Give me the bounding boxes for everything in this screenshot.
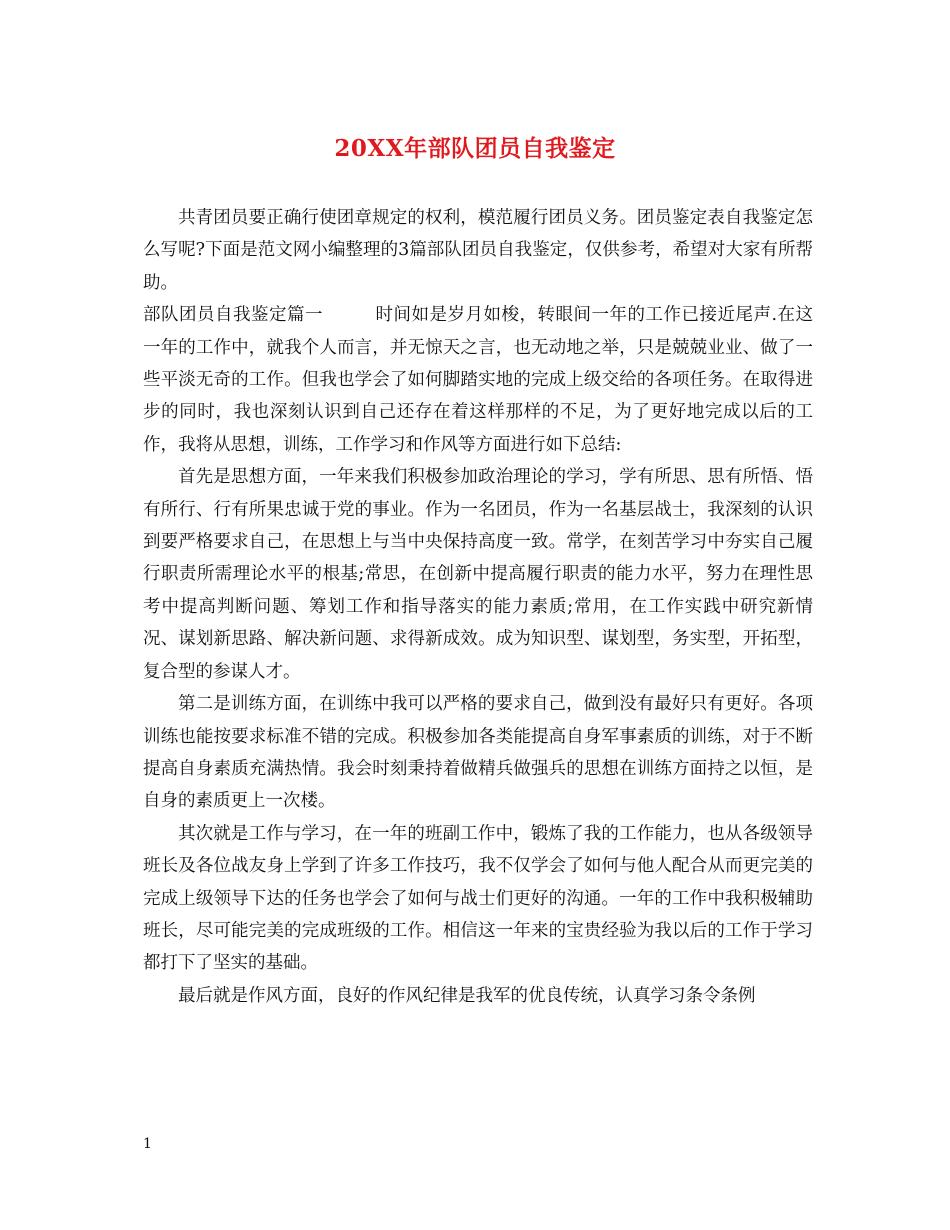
intro-paragraph: 共青团员要正确行使团章规定的权利，模范履行团员义务。团员鉴定表自我鉴定怎么写呢?下面是范文网小编整理的3篇部队团员自我鉴定，仅供参考，希望对大家有所帮助。 (143, 208, 813, 293)
work-paragraph: 其次就是工作与学习，在一年的班副工作中，锻炼了我的工作能力，也从各级领导班长及各位战友身上学到了许多工作技巧，我不仅学会了如何与他人配合从而更完美的完成上级领导下达的任务也学会了如何与战士们更好的沟通。一年的工作中我积极辅助班长，尽可能完美的完成班级的工作。相信这一年来的宝贵经验为我以后的工作于学习都打下了坚实的基础。 (143, 823, 813, 974)
thought-paragraph: 首先是思想方面，一年来我们积极参加政治理论的学习，学有所思、思有所悟、悟有所行、行有所果忠诚于党的事业。作为一名团员，作为一名基层战士，我深刻的认识到要严格要求自己，在思想上与当中央保持高度一致。常学，在刻苦学习中夯实自己履行职责所需理论水平的根基;常思，在创新中提高履行职责的能力水平，努力在理性思考中提高判断问题、筹划工作和指导落实的能力素质;常用，在工作实践中研究新情况、谋划新思路、解决新问题、求得新成效。成为知识型、谋划型，务实型，开拓型，复合型的参谋人才。 (143, 467, 813, 682)
section-one-paragraph (143, 299, 813, 461)
document-body (143, 202, 813, 1012)
page-number: 1 (143, 1136, 152, 1152)
section-first-text: 时间如是岁月如梭，转眼间一年的工作已接近尾声.在这一年的工作中，就我个人而言，并无惊天之言，也无动地之举，只是兢兢业业、做了一些平淡无奇的工作。但我也学会了如何脚踏实地的完成上级交给的各项任务。在取得进步的同时，我也深刻认识到自己还存在着这样那样的不足，为了更好地完成以后的工作，我将从思想，训练，工作学习和作风等方面进行如下总结: (143, 305, 814, 455)
style-paragraph: 最后就是作风方面，良好的作风纪律是我军的优良传统，认真学习条令条例 (178, 985, 756, 1006)
document-title: 20XX年部队团员自我鉴定 (334, 135, 616, 162)
section-heading: 部队团员自我鉴定篇一 (143, 305, 323, 326)
training-paragraph: 第二是训练方面，在训练中我可以严格的要求自己，做到没有最好只有更好。各项训练也能按要求标准不错的完成。积极参加各类能提高自身军事素质的训练，对于不断提高自身素质充满热情。我会时刻秉持着做精兵做强兵的思想在训练方面持之以恒，是自身的素质更上一次楼。 (143, 694, 813, 812)
